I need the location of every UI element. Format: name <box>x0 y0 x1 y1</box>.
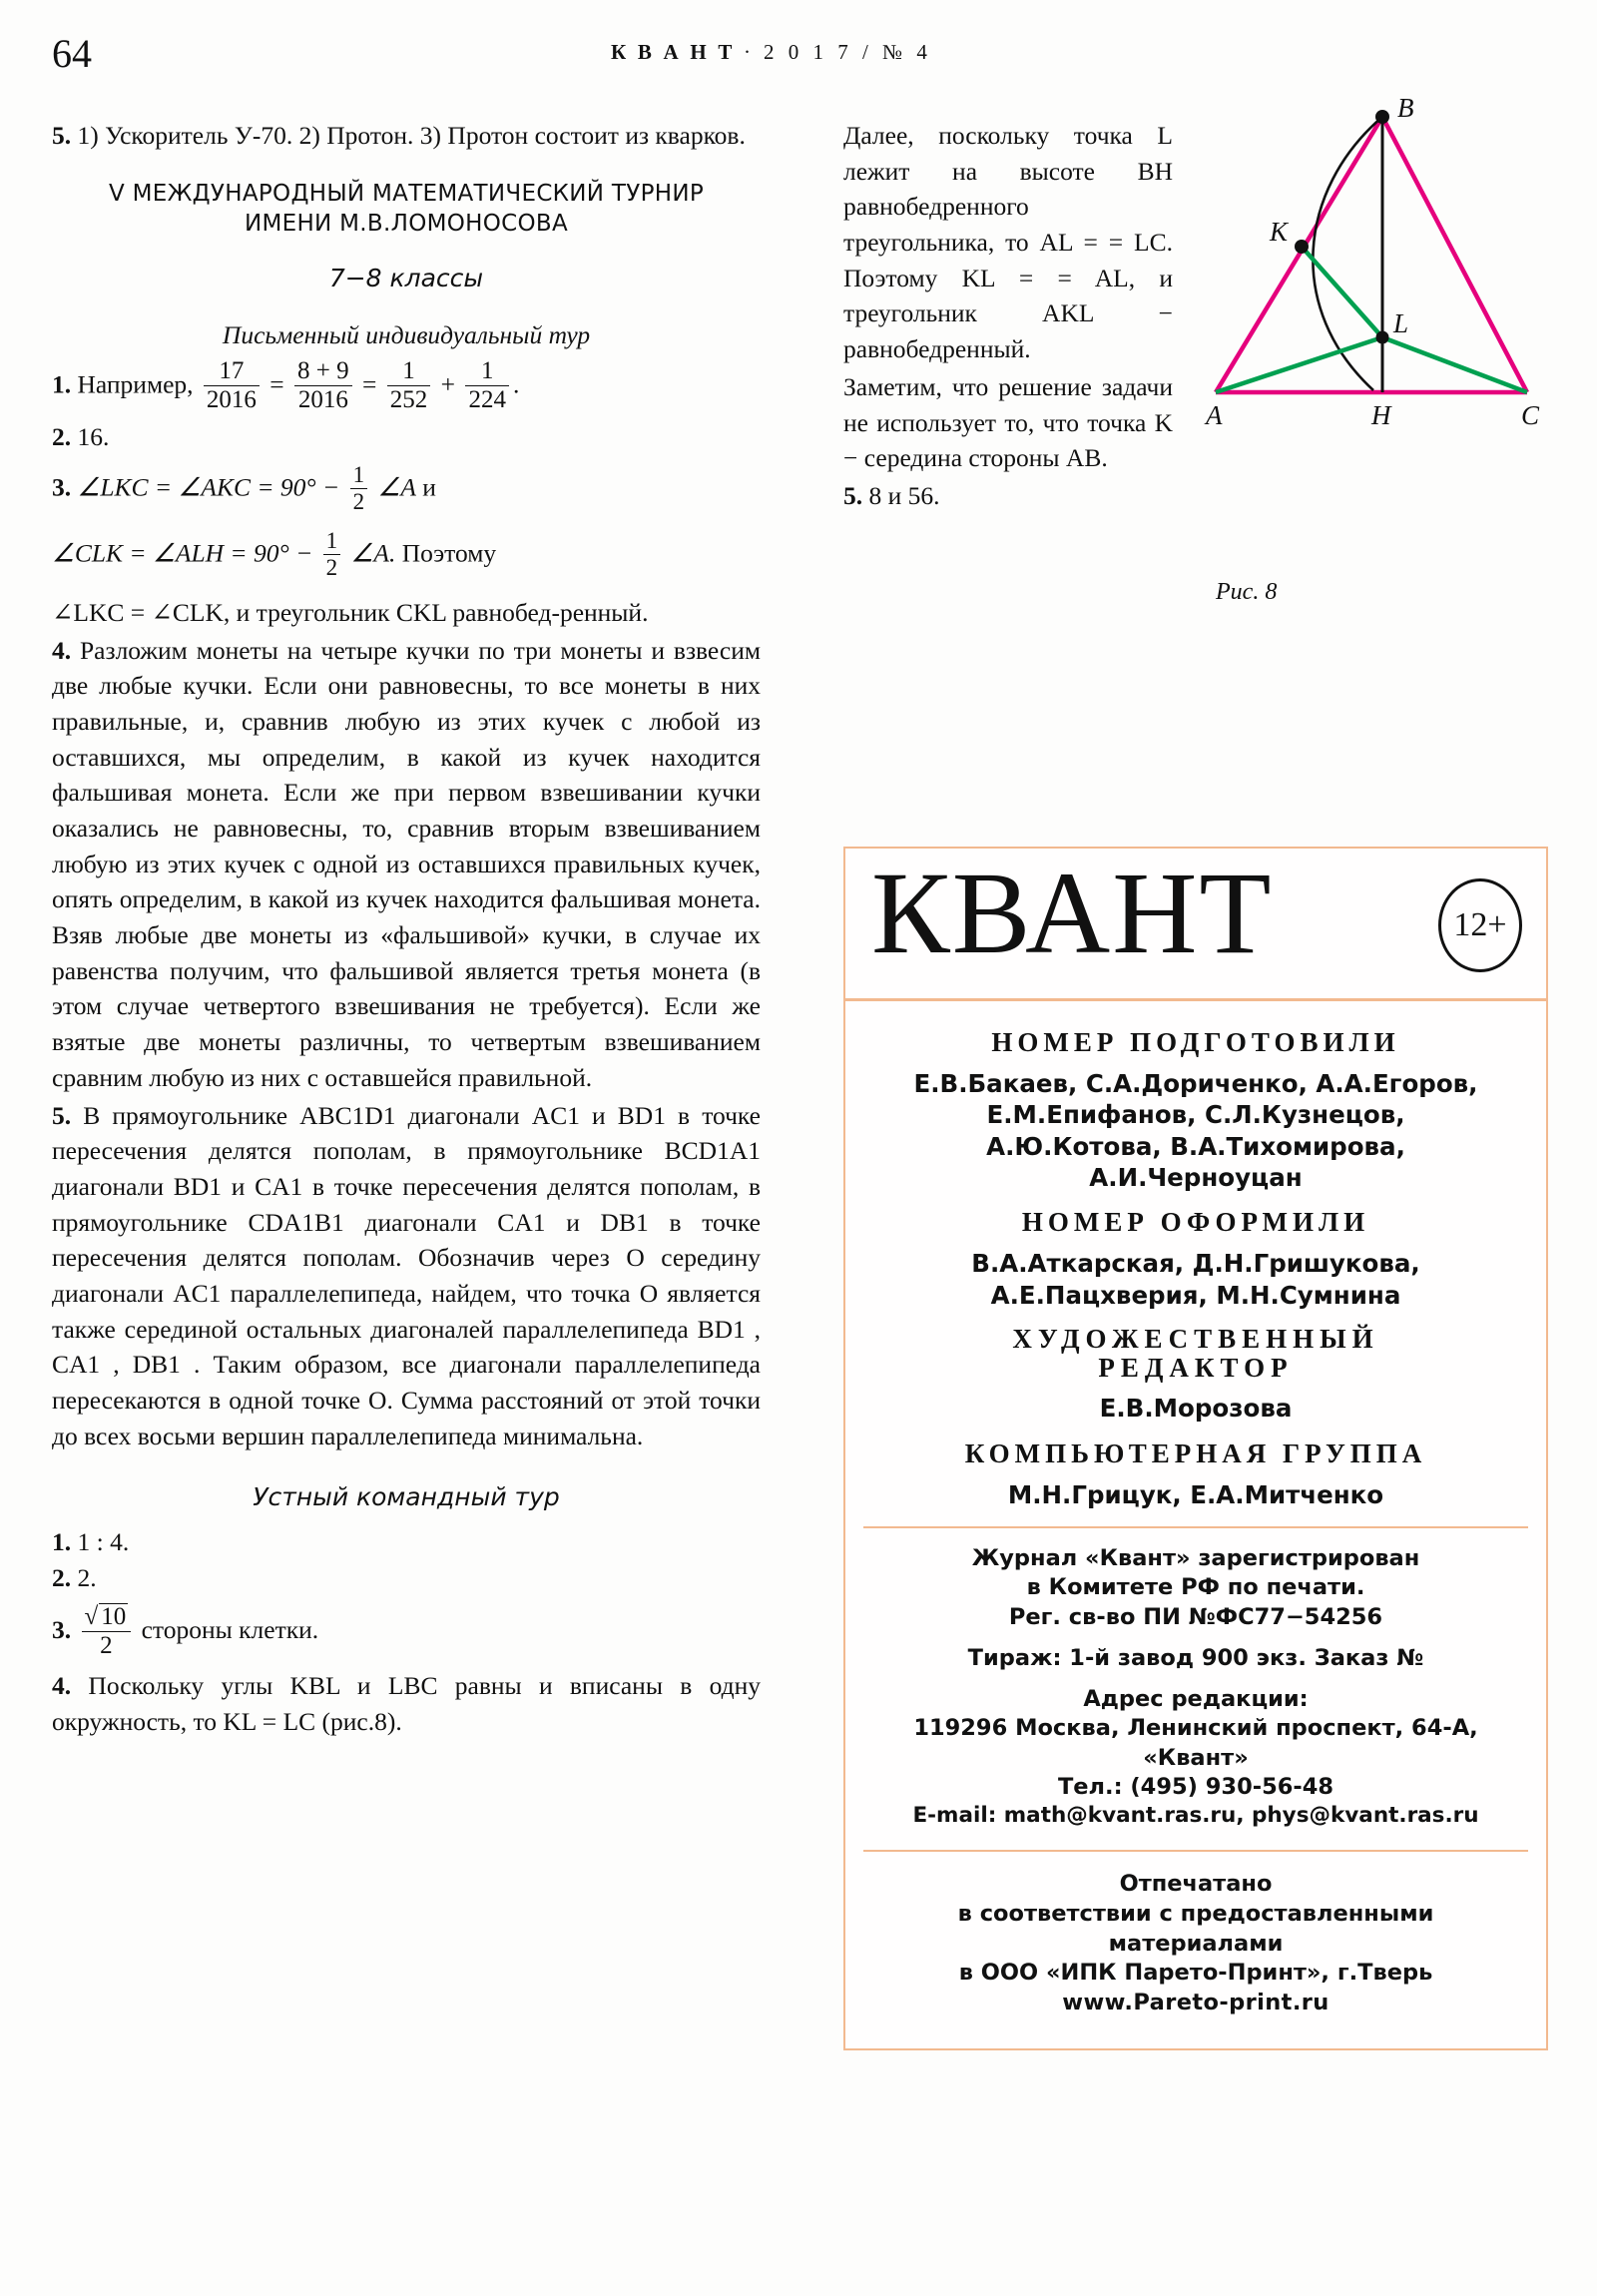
numerator: 1 <box>480 357 494 385</box>
problem-3 <box>52 464 761 630</box>
period: . <box>512 369 520 399</box>
oral-5-text: 8 и 56. <box>862 480 940 510</box>
printer-website: www.Pareto-print.ru <box>1062 1989 1330 2015</box>
oral-answer-2 <box>52 1560 761 1596</box>
answer-number: 5. <box>52 121 72 150</box>
equals-2: = <box>362 369 377 399</box>
written-round-heading: Письменный индивидуальный тур <box>222 320 591 350</box>
label-K: K <box>1270 217 1289 247</box>
problem-4-number: 4. <box>52 635 72 665</box>
equals-1: = <box>269 369 284 399</box>
age-rating-badge: 12+ <box>1438 878 1522 972</box>
label-A: A <box>1206 400 1223 430</box>
denominator: 2016 <box>297 386 348 414</box>
issue-label: 2 0 1 7 / № 4 <box>763 40 932 64</box>
designed-by-names <box>863 1248 1528 1311</box>
phone-number: Тел.: (495) 930-56-48 <box>1057 1773 1334 1800</box>
printed-line: Отпечатано <box>1119 1871 1273 1898</box>
fraction-sqrt10-2 <box>82 1603 132 1660</box>
conjunction-i: и <box>422 472 436 502</box>
oral-4-text: Поскольку углы KBL и LBC равны и вписаны в одну окружность, то KL = LC (рис.8). <box>52 1671 761 1736</box>
oral-5-number: 5. <box>843 480 863 510</box>
radicand: 10 <box>101 1602 127 1630</box>
problem-2-text: 16. <box>71 421 110 451</box>
denominator: 224 <box>468 386 506 414</box>
email-addresses: E-mail: math@kvant.ras.ru, phys@kvant.ras.ru <box>912 1803 1479 1829</box>
registration-line: в Комитете РФ по печати. <box>1026 1574 1365 1601</box>
remark-paragraph: Заметим, что решение задачи не использует то, что точка K − середина стороны AB. <box>843 371 1173 473</box>
numerator: 8 + 9 <box>297 357 349 385</box>
oral-answer-1 <box>52 1524 761 1560</box>
tournament-heading <box>52 180 761 240</box>
computer-group-heading: КОМПЬЮТЕРНАЯ ГРУППА <box>964 1437 1427 1468</box>
numerator: √ 10 <box>84 1602 127 1630</box>
fraction-one-half-a <box>350 463 368 514</box>
chord-KL <box>1302 247 1382 337</box>
printed-line: в соответствии с предоставленными <box>957 1900 1434 1927</box>
angle-expression-a: ∠LKC = ∠AKC = 90° − <box>71 472 340 502</box>
oral-answer-3 <box>52 1604 761 1661</box>
problem-2-number: 2. <box>52 421 72 451</box>
art-editor-heading-line2: РЕДАКТОР <box>1098 1353 1294 1384</box>
answer-5-physics <box>52 118 761 154</box>
fraction-1-252 <box>387 358 431 414</box>
segment-AL <box>1216 337 1382 392</box>
oral-2-number: 2. <box>52 1563 72 1593</box>
figure-caption: Рис. 8 <box>1216 579 1278 605</box>
point-B <box>1375 110 1389 124</box>
credit-line: В.А.Аткарская, Д.Н.Гришукова, <box>971 1249 1420 1279</box>
art-editor-heading <box>863 1325 1528 1383</box>
label-L: L <box>1393 308 1409 338</box>
credit-line: А.Е.Пацхверия, М.Н.Сумнина <box>990 1280 1401 1310</box>
journal-title-header <box>611 40 931 65</box>
plus-sign: + <box>440 369 456 399</box>
denominator: 2 <box>352 489 365 515</box>
kvant-logo: КВАНТ <box>871 848 1274 978</box>
numerator: 1 <box>325 527 338 553</box>
tournament-heading-line2: ИМЕНИ М.В.ЛОМОНОСОВА <box>244 210 569 237</box>
therefore-word: Поэтому <box>401 538 497 568</box>
address-line: 119296 Москва, Ленинский проспект, 64-А, <box>913 1715 1478 1742</box>
oral-3-text: стороны клетки. <box>141 1614 319 1644</box>
header-separator: · <box>744 40 756 64</box>
problem-1-lead: Например, <box>71 369 194 399</box>
problem-5-number: 5. <box>52 1100 72 1130</box>
printed-line: в ООО «ИПК Парето-Принт», г.Тверь <box>958 1960 1433 1987</box>
problem-1 <box>52 359 761 415</box>
denominator: 2016 <box>206 386 257 414</box>
segment-LC <box>1382 337 1527 392</box>
numerator: 1 <box>352 462 365 488</box>
credit-line: Е.М.Епифанов, С.Л.Кузнецов, <box>986 1100 1405 1130</box>
point-K <box>1295 240 1309 254</box>
oral-4-number: 4. <box>52 1671 72 1701</box>
address-heading: Адрес редакции: <box>1083 1686 1309 1713</box>
art-editor-name: Е.В.Морозова <box>1099 1394 1293 1424</box>
denominator: 252 <box>389 386 428 414</box>
numerator: 1 <box>402 357 415 385</box>
print-run: Тираж: 1-й завод 900 экз. Заказ № <box>967 1644 1424 1671</box>
problem-1-number: 1. <box>52 369 72 399</box>
registration-line: Журнал «Квант» зарегистрирован <box>971 1545 1420 1572</box>
prepared-by-heading: НОМЕР ПОДГОТОВИЛИ <box>991 1027 1400 1057</box>
problem-5-text: В прямоугольнике ABC1D1 диагонали AC1 и BD1 в точке пересечения делятся пополам, в прямоугольнике BCD1A1 диагонали BD1 и CA1 в точке пересечения делятся пополам, в прямоугольнике CDA1B1 диагонали CA1 и DB1 в точке пересечения делятся пополам. Обозначив через O середину диагонали AC1 параллелепипеда, найдем, что точка O является также серединой остальных диагоналей параллелепипеда BD1 , CA1 , DB1 . Таким образом, все диагонали параллелепипеда пересекаются в одной точке O. Сумма расстояний от этой точки до всех восьми вершин параллелепипеда минимальна. <box>52 1100 761 1450</box>
credit-line: А.И.Черноуцан <box>1089 1163 1303 1193</box>
angle-a-1: ∠A <box>377 472 416 502</box>
credit-line: А.Ю.Котова, В.А.Тихомирова, <box>986 1131 1405 1161</box>
journal-name: К В А Н Т <box>611 40 736 64</box>
running-head <box>52 31 1545 78</box>
problem-5 <box>52 1098 761 1454</box>
registration-line: Рег. св-во ПИ №ФС77−54256 <box>1008 1603 1383 1630</box>
problem-2 <box>52 419 761 455</box>
fraction-1-224 <box>465 358 509 414</box>
oral-2-text: 2. <box>71 1563 97 1593</box>
problem-4 <box>52 633 761 1096</box>
problem-3-line-3: ∠LKC = ∠CLK, и треугольник CKL равнобед-ренный. <box>52 597 649 627</box>
angle-expression-b: ∠CLK = ∠ALH = 90° − <box>52 538 313 568</box>
oral-answer-5 <box>843 478 1173 514</box>
masthead-logo-row <box>845 849 1546 1001</box>
fraction-8plus9-2016 <box>294 358 352 414</box>
denominator: 2 <box>325 554 338 580</box>
left-column <box>52 118 761 1740</box>
credit-line: Е.В.Бакаев, С.А.Дориченко, А.А.Егоров, <box>913 1069 1478 1098</box>
designed-by-heading: НОМЕР ОФОРМИЛИ <box>1021 1207 1370 1238</box>
label-H: H <box>1371 400 1391 430</box>
oral-answer-4 <box>52 1668 761 1739</box>
point-L <box>1376 331 1389 344</box>
problem-4-text: Разложим монеты на четыре кучки по три монеты и взвесим две любые кучки. Если они равновесны, то все монеты в них правильные, и, сравнив любую из этих кучек с любой из оставшихся, мы определим, в какой из кучек находится фальшивая монета. Если же при первом взвешивании кучки оказались не равновесны, то, сравнив вторым взвешиванием любую из этих кучек с одной из оставшихся правильных кучек, опять определим, в какой из кучек находится фальшивая монета. Взяв любые две монеты из «фальшивой» кучки, в случае их равенства получим, что фальшивой является третья монета (в этом случае четвертого взвешивания не требуется). Если же взятые две монеты различны, то четвертым взвешиванием сравним любую из них с оставшейся правильной. <box>52 635 761 1092</box>
label-C: C <box>1521 400 1540 430</box>
figure-8-geometry <box>1178 95 1557 464</box>
printing-block <box>863 1852 1528 2033</box>
problem-3-line-2 <box>52 527 761 581</box>
problem-3-number: 3. <box>52 472 72 502</box>
address-line: «Квант» <box>1143 1744 1249 1771</box>
prepared-by-names <box>863 1068 1528 1193</box>
tournament-heading-line1: V МЕЖДУНАРОДНЫЙ МАТЕМАТИЧЕСКИЙ ТУРНИР <box>108 180 705 207</box>
printed-line: материалами <box>1108 1930 1284 1957</box>
oral-round-heading: Устный командный тур <box>253 1482 560 1512</box>
numerator: 17 <box>219 357 245 385</box>
spacer <box>871 1632 1520 1644</box>
computer-group-names: М.Н.Грицук, Е.А.Митченко <box>1007 1479 1384 1509</box>
grades-heading: 7−8 классы <box>328 264 484 293</box>
registration-block <box>863 1528 1528 1834</box>
triangle-sides-AB-BC <box>1216 117 1527 392</box>
page-number: 64 <box>52 31 92 76</box>
oral-1-text: 1 : 4. <box>71 1527 130 1557</box>
spacer <box>871 1673 1520 1685</box>
answer-text: 1) Ускоритель У-70. 2) Протон. 3) Протон состоит из кварков. <box>71 121 746 150</box>
problem-3-line-1 <box>52 464 761 515</box>
masthead-credits <box>845 1001 1546 2048</box>
oral-1-number: 1. <box>52 1527 72 1557</box>
fraction-one-half-b <box>323 529 341 580</box>
art-editor-heading-line1: ХУДОЖЕСТВЕННЫЙ <box>1012 1324 1379 1355</box>
label-B: B <box>1397 95 1414 123</box>
right-column <box>843 118 1173 514</box>
fraction-17-2016 <box>204 358 260 414</box>
angle-a-2: ∠A. <box>350 538 396 568</box>
oral-3-number: 3. <box>52 1614 72 1644</box>
colophon-box <box>843 847 1548 2050</box>
continuation-paragraph: Далее, поскольку точка L лежит на высоте BH равнобедренного треугольника, то AL = = LC. Поэтому KL = = AL, и треугольник AKL − равнобедренный. <box>843 121 1173 364</box>
denominator: 2 <box>100 1632 113 1660</box>
